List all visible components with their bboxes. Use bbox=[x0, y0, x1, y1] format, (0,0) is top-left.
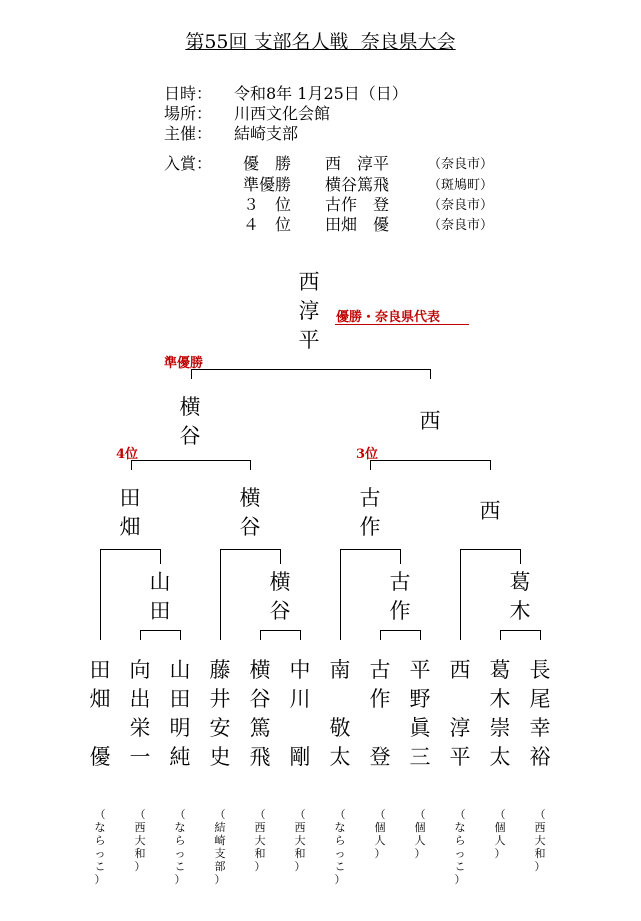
player-affiliation: （ な ら っ こ ） bbox=[454, 808, 466, 886]
player-affiliation: （ 西 大 和 ） bbox=[294, 808, 306, 873]
player-affiliation: （ な ら っ こ ） bbox=[174, 808, 186, 886]
player-affiliation: （ 西 大 和 ） bbox=[134, 808, 146, 873]
award-rank: 優 勝 bbox=[243, 154, 292, 173]
final-right-name: 西 bbox=[419, 409, 441, 433]
host-label: 主催： bbox=[164, 124, 213, 143]
player-name: 古 作 登 bbox=[369, 658, 391, 769]
semifinal-name: 横 谷 bbox=[239, 486, 261, 539]
player-name: 藤 井 安 史 bbox=[209, 658, 231, 769]
runner-up-note: 準優勝 bbox=[164, 356, 204, 371]
player-affiliation: （ な ら っ こ ） bbox=[334, 808, 346, 886]
award-name: 田畑 優 bbox=[325, 215, 390, 234]
bracket-line-semi-right bbox=[371, 461, 491, 471]
bracket-line-r2-4 bbox=[501, 631, 541, 641]
award-affiliation: （奈良市） bbox=[428, 157, 494, 172]
award-name: 西 淳平 bbox=[325, 154, 390, 173]
quarterfinal-name: 葛 木 bbox=[509, 570, 531, 623]
awards-label: 入賞： bbox=[164, 154, 213, 173]
player-name: 田 畑 優 bbox=[89, 658, 111, 769]
player-affiliation: （ 西 大 和 ） bbox=[534, 808, 546, 873]
fourth-place-note: 4位 bbox=[116, 447, 139, 462]
award-rank: ３ 位 bbox=[243, 195, 292, 214]
player-affiliation: （ な ら っ こ ） bbox=[94, 808, 106, 886]
date-value: 令和8年 1月25日（日） bbox=[234, 84, 408, 103]
player-name: 平 野 眞 三 bbox=[409, 658, 431, 769]
player-name: 横 谷 篤 飛 bbox=[249, 658, 271, 769]
quarterfinal-name: 山 田 bbox=[149, 570, 171, 623]
third-place-note: 3位 bbox=[356, 447, 379, 462]
bracket-line-final bbox=[192, 370, 431, 380]
award-name: 古作 登 bbox=[325, 195, 390, 214]
award-rank: 準優勝 bbox=[243, 175, 292, 194]
semifinal-name: 田 畑 bbox=[119, 486, 141, 539]
player-affiliation: （ 個 人 ） bbox=[374, 808, 386, 860]
player-name: 山 田 明 純 bbox=[169, 658, 191, 769]
semifinal-name: 西 bbox=[479, 499, 501, 523]
champion-name: 西 淳 平 bbox=[298, 270, 320, 352]
player-affiliation: （ 結 崎 支 部 ） bbox=[214, 808, 226, 886]
player-name: 長 尾 幸 裕 bbox=[529, 658, 551, 769]
venue-label: 場所： bbox=[164, 104, 213, 123]
page-title: 第55回 支部名人戦 奈良県大会 bbox=[185, 31, 456, 53]
final-left-name: 横 谷 bbox=[179, 395, 201, 448]
award-name: 横谷篤飛 bbox=[325, 175, 390, 194]
host-value: 結崎支部 bbox=[234, 124, 299, 143]
player-name: 向 出 栄 一 bbox=[129, 658, 151, 769]
player-name: 南 敬 太 bbox=[329, 658, 351, 769]
award-affiliation: （斑鳩町） bbox=[428, 178, 494, 193]
player-affiliation: （ 個 人 ） bbox=[414, 808, 426, 860]
player-affiliation: （ 西 大 和 ） bbox=[254, 808, 266, 873]
bracket-line-r2-2 bbox=[261, 631, 301, 641]
quarterfinal-name: 横 谷 bbox=[269, 570, 291, 623]
quarterfinal-name: 古 作 bbox=[389, 570, 411, 623]
award-affiliation: （奈良市） bbox=[428, 198, 494, 213]
champion-note: 優勝・奈良県代表 bbox=[336, 310, 441, 325]
award-rank: ４ 位 bbox=[243, 215, 292, 234]
player-name: 葛 木 崇 太 bbox=[489, 658, 511, 769]
date-label: 日時： bbox=[164, 84, 213, 103]
player-affiliation: （ 個 人 ） bbox=[494, 808, 506, 860]
semifinal-name: 古 作 bbox=[359, 486, 381, 539]
player-name: 西 淳 平 bbox=[449, 658, 471, 769]
player-name: 中 川 剛 bbox=[289, 658, 311, 769]
award-affiliation: （奈良市） bbox=[428, 218, 494, 233]
bracket-line-semi-left bbox=[132, 461, 251, 471]
bracket-line-r2-1 bbox=[141, 631, 181, 641]
bracket-line-r2-3 bbox=[381, 631, 421, 641]
venue-value: 川西文化会館 bbox=[234, 104, 331, 123]
